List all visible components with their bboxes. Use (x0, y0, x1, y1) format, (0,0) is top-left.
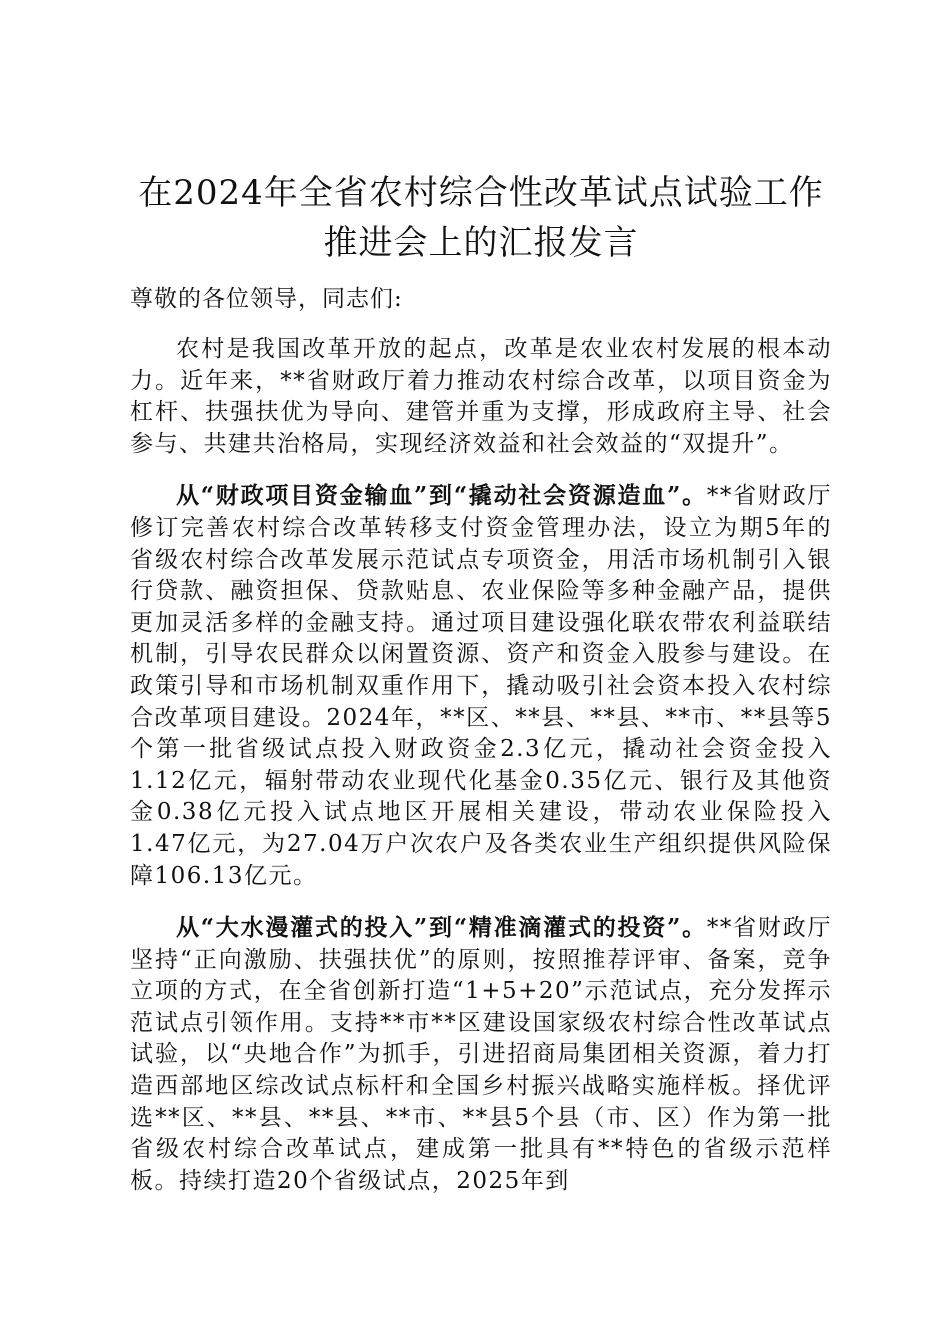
paragraph-lead: 从“财政项目资金输血”到“撬动社会资源造血”。 (176, 482, 707, 510)
paragraph-text: **省财政厅坚持“正向激励、扶强扶优”的原则，按照推荐评审、备案，竞争立项的方式，在全省创新打造“1+5+20”示范试点，充分发挥示范试点引领作用。支持**市**区建设国家级农村综合性改革试点试验，以“央地合作”为抓手，引进招商局集团相关资源，着力打造西部地区综改试点标杆和全国乡村振兴战略实施样板。择优评选**区、**县、**县、**市、**县5个县（市、区）作为第一批省级农村综合改革试点，建成第一批具有**特色的省级示范样板。持续打造20个省级试点，2025年到 (130, 915, 832, 1194)
paragraph-investment (130, 912, 832, 1197)
salutation: 尊敬的各位领导，同志们: (130, 286, 403, 312)
paragraph-text: 农村是我国改革开放的起点，改革是农业农村发展的根本动力。近年来，**省财政厅着力推动农村综合改革，以项目资金为杠杆、扶强扶优为导向、建管并重为支撑，形成政府主导、社会参与、共建共治格局，实现经济效益和社会效益的“双提升”。 (130, 336, 832, 457)
title-line-1: 在2024年全省农村综合性改革试点试验工作 (138, 173, 824, 213)
paragraph-text: **省财政厅修订完善农村综合改革转移支付资金管理办法，设立为期5年的省级农村综合改革发展示范试点专项资金，用活市场机制引入银行贷款、融资担保、贷款贴息、农业保险等多种金融产品，提供更加灵活多样的金融支持。通过项目建设强化联农带农利益联结机制，引导农民群众以闲置资源、资产和资金入股参与建设。在政策引导和市场机制双重作用下，撬动吸引社会资本投入农村综合改革项目建设。2024年，**区、**县、**县、**市、**县等5个第一批省级试点投入财政资金2.3亿元，撬动社会资金投入1.12亿元，辐射带动农业现代化基金0.35亿元、银行及其他资金0.38亿元投入试点地区开展相关建设，带动农业保险投入1.47亿元，为27.04万户次农户及各类农业生产组织提供风险保障106.13亿元。 (130, 483, 832, 889)
paragraph-intro (130, 334, 832, 460)
title-line-2: 推进会上的汇报发言 (323, 223, 639, 263)
paragraph-lead: 从“大水漫灌式的投入”到“精准滴灌式的投资”。 (176, 914, 707, 942)
document-title (130, 168, 832, 268)
paragraph-funding (130, 480, 832, 892)
document-page (130, 168, 832, 1217)
